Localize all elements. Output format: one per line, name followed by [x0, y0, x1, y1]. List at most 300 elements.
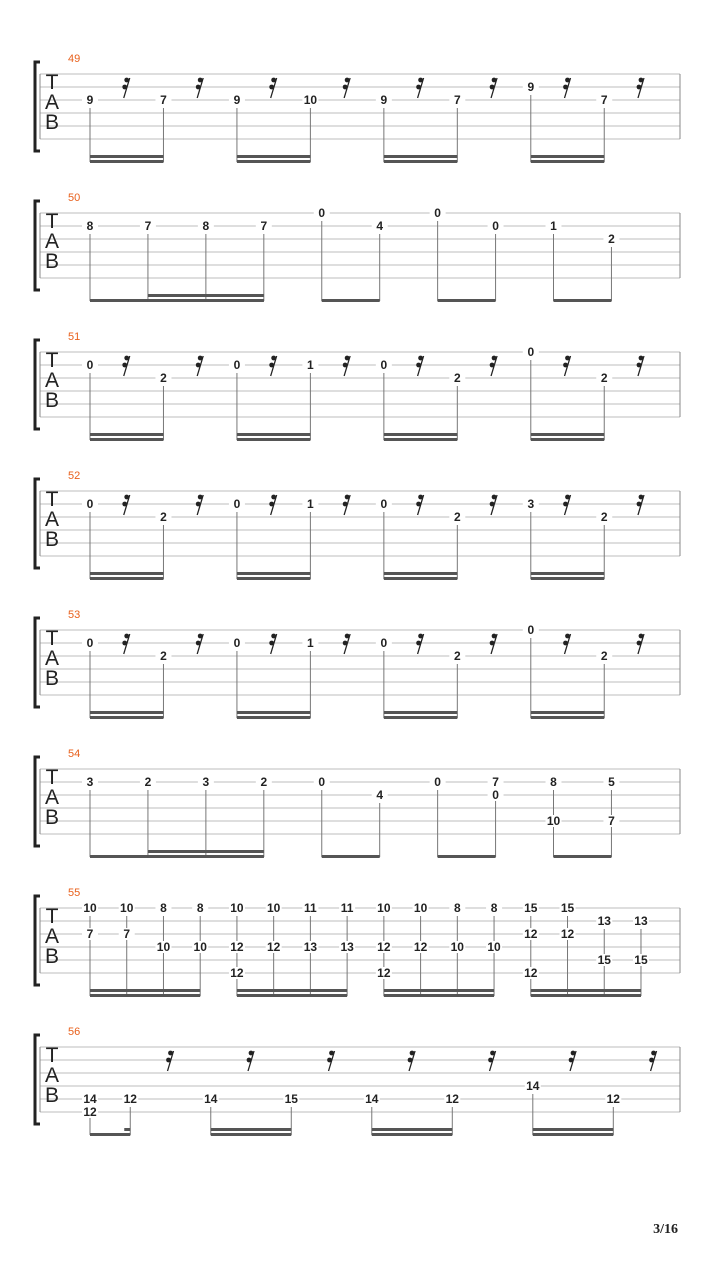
beam	[531, 994, 641, 997]
fret-number: 0	[233, 358, 241, 372]
tab-system	[35, 887, 680, 997]
beam-secondary	[384, 433, 457, 436]
fret-number: 2	[260, 775, 268, 789]
fret-number: 2	[453, 371, 461, 385]
fret-number: 7	[86, 927, 94, 941]
sixteenth-rest	[166, 1051, 173, 1071]
measure-number: 55	[68, 887, 81, 899]
fret-number: 11	[304, 901, 317, 915]
beam-secondary	[531, 711, 604, 714]
rest-dot	[490, 1051, 495, 1056]
beam-secondary	[384, 711, 457, 714]
beam-secondary	[211, 1128, 292, 1131]
fret-number: 0	[380, 358, 388, 372]
fret-number: 10	[377, 901, 391, 915]
rest-dot	[269, 641, 274, 646]
fret-number: 7	[260, 219, 268, 233]
fret-number: 0	[527, 623, 535, 637]
rest-dot	[198, 495, 203, 500]
rest-dot	[492, 356, 497, 361]
fret-number: 15	[560, 901, 575, 915]
fret-number: 4	[376, 788, 384, 802]
fret-number: 10	[83, 901, 97, 915]
fret-number: 2	[600, 510, 608, 524]
tab-clef-letter: B	[44, 528, 60, 551]
fret-number: 12	[524, 966, 538, 980]
rest-dot	[490, 641, 495, 646]
fret-number: 0	[380, 636, 388, 650]
fret-number: 7	[600, 93, 608, 107]
rest-dot	[271, 634, 276, 639]
rest-dot	[345, 495, 350, 500]
sixteenth-rest	[122, 356, 129, 376]
sixteenth-rest	[637, 78, 644, 98]
beam	[90, 1133, 130, 1136]
tab-clef-letter: A	[44, 1064, 60, 1087]
rest-dot	[651, 1051, 656, 1056]
rest-dot	[196, 85, 201, 90]
fret-number: 4	[376, 219, 384, 233]
fret-number: 3	[527, 497, 535, 511]
rest-dot	[269, 363, 274, 368]
fret-number: 15	[634, 953, 648, 967]
rest-dot	[565, 634, 570, 639]
rest-dot	[639, 356, 644, 361]
beam-stub	[124, 1128, 130, 1131]
fret-number: 0	[86, 497, 94, 511]
fret-number: 10	[120, 901, 134, 915]
beam	[554, 299, 612, 302]
fret-number: 2	[160, 371, 167, 385]
sixteenth-rest	[490, 634, 497, 654]
fret-number: 0	[318, 206, 326, 220]
beam	[237, 716, 310, 719]
fret-number: 8	[550, 775, 557, 789]
beam-secondary	[531, 155, 604, 158]
tab-clef-letter: T	[45, 766, 59, 789]
fret-number: 2	[453, 649, 461, 663]
beam-secondary	[237, 155, 310, 158]
sixteenth-rest	[637, 634, 644, 654]
rest-dot	[196, 641, 201, 646]
rest-dot	[329, 1051, 334, 1056]
fret-number: 2	[600, 649, 608, 663]
sixteenth-rest	[408, 1051, 415, 1071]
fret-number: 2	[144, 775, 152, 789]
rest-dot	[490, 363, 495, 368]
beam	[372, 1133, 453, 1136]
tab-clef-letter: T	[45, 71, 59, 94]
sixteenth-rest	[343, 356, 350, 376]
rest-dot	[122, 363, 127, 368]
beam-secondary	[90, 989, 200, 992]
beam	[90, 160, 163, 163]
rest-dot	[637, 363, 642, 368]
fret-number: 7	[492, 775, 499, 789]
tab-system	[35, 192, 680, 302]
beam-secondary	[237, 989, 347, 992]
tab-system	[35, 748, 680, 858]
fret-number: 13	[303, 940, 318, 954]
fret-number: 10	[303, 93, 318, 107]
tab-clef-letter: B	[44, 667, 60, 690]
rest-dot	[563, 363, 568, 368]
fret-number: 7	[608, 814, 615, 828]
measure-number: 54	[68, 748, 81, 760]
fret-number: 15	[524, 901, 538, 915]
sixteenth-rest	[122, 78, 129, 98]
sixteenth-rest	[327, 1051, 334, 1071]
tab-clef-letter: A	[44, 230, 60, 253]
fret-number: 0	[233, 636, 241, 650]
tab-system	[35, 53, 680, 163]
fret-number: 9	[233, 93, 241, 107]
beam-secondary	[384, 989, 494, 992]
rest-dot	[410, 1051, 415, 1056]
sixteenth-rest	[490, 78, 497, 98]
rest-dot	[637, 641, 642, 646]
fret-number: 10	[156, 940, 171, 954]
rest-dot	[563, 85, 568, 90]
rest-dot	[122, 85, 127, 90]
rest-dot	[418, 78, 423, 83]
beam-secondary	[148, 850, 264, 853]
tab-clef-letter: A	[44, 925, 60, 948]
rest-dot	[124, 78, 129, 83]
measure-number: 49	[68, 53, 81, 65]
rest-dot	[345, 78, 350, 83]
fret-number: 2	[160, 510, 167, 524]
rest-dot	[490, 85, 495, 90]
fret-number: 12	[606, 1092, 620, 1106]
beam-secondary	[533, 1128, 614, 1131]
fret-number: 10	[413, 901, 428, 915]
fret-number: 0	[434, 775, 441, 789]
fret-number: 7	[453, 93, 461, 107]
beam-secondary	[237, 433, 310, 436]
rest-dot	[271, 356, 276, 361]
fret-number: 8	[160, 901, 167, 915]
rest-dot	[122, 641, 127, 646]
fret-number: 14	[83, 1092, 97, 1106]
fret-number: 12	[560, 927, 575, 941]
rest-dot	[565, 495, 570, 500]
rest-dot	[247, 1058, 252, 1063]
fret-number: 7	[123, 927, 131, 941]
fret-number: 1	[550, 219, 557, 233]
fret-number: 14	[526, 1079, 540, 1093]
fret-number: 12	[413, 940, 428, 954]
sixteenth-rest	[269, 356, 276, 376]
sixteenth-rest	[563, 495, 570, 515]
tab-clef-letter: B	[44, 806, 60, 829]
rest-dot	[416, 641, 421, 646]
fret-number: 13	[634, 914, 648, 928]
fret-number: 11	[340, 901, 354, 915]
tab-clef-letter: A	[44, 508, 60, 531]
fret-number: 12	[83, 1105, 97, 1119]
sixteenth-rest	[196, 78, 203, 98]
fret-number: 2	[600, 371, 608, 385]
tab-clef-letter: A	[44, 369, 60, 392]
fret-number: 15	[597, 953, 611, 967]
tab-system	[35, 470, 680, 580]
fret-number: 0	[492, 788, 499, 802]
fret-number: 12	[230, 966, 244, 980]
beam	[322, 855, 380, 858]
tab-system	[35, 1026, 680, 1136]
beam-secondary	[90, 711, 163, 714]
rest-dot	[124, 356, 129, 361]
rest-dot	[343, 85, 348, 90]
measure-number: 51	[68, 331, 81, 343]
rest-dot	[271, 78, 276, 83]
rest-dot	[416, 85, 421, 90]
sixteenth-rest	[569, 1051, 576, 1071]
sixteenth-rest	[637, 495, 644, 515]
rest-dot	[327, 1058, 332, 1063]
rest-dot	[269, 502, 274, 507]
rest-dot	[492, 495, 497, 500]
tab-clef-letter: B	[44, 250, 60, 273]
rest-dot	[637, 502, 642, 507]
beam	[322, 299, 380, 302]
fret-number: 14	[365, 1092, 379, 1106]
sixteenth-rest	[343, 78, 350, 98]
rest-dot	[492, 78, 497, 83]
rest-dot	[565, 356, 570, 361]
tab-clef-letter: T	[45, 349, 59, 372]
fret-number: 3	[202, 775, 210, 789]
fret-number: 10	[266, 901, 281, 915]
system-bracket	[35, 618, 40, 707]
system-bracket	[35, 757, 40, 846]
rest-dot	[198, 634, 203, 639]
measure-number: 50	[68, 192, 81, 204]
sixteenth-rest	[416, 356, 423, 376]
sixteenth-rest	[637, 356, 644, 376]
fret-number: 13	[597, 914, 611, 928]
tab-clef-letter: T	[45, 210, 59, 233]
rest-dot	[122, 502, 127, 507]
beam-secondary	[384, 155, 457, 158]
system-bracket	[35, 479, 40, 568]
fret-number: 2	[160, 649, 167, 663]
fret-number: 12	[266, 940, 281, 954]
measure-number: 52	[68, 470, 81, 482]
sixteenth-rest	[563, 634, 570, 654]
fret-number: 12	[445, 1092, 459, 1106]
system-bracket	[35, 201, 40, 290]
rest-dot	[168, 1051, 173, 1056]
fret-number: 9	[380, 93, 388, 107]
fret-number: 12	[524, 927, 538, 941]
fret-number: 7	[160, 93, 167, 107]
rest-dot	[196, 502, 201, 507]
rest-dot	[408, 1058, 413, 1063]
sixteenth-rest	[196, 356, 203, 376]
tab-clef-letter: A	[44, 91, 60, 114]
fret-number: 0	[86, 358, 94, 372]
tab-clef-letter: A	[44, 647, 60, 670]
rest-dot	[418, 495, 423, 500]
beam	[237, 160, 310, 163]
fret-number: 0	[434, 206, 441, 220]
rest-dot	[490, 502, 495, 507]
rest-dot	[488, 1058, 493, 1063]
tab-clef-letter: B	[44, 111, 60, 134]
beam	[211, 1133, 292, 1136]
beam-secondary	[384, 572, 457, 575]
fret-number: 12	[230, 940, 244, 954]
rest-dot	[198, 78, 203, 83]
beam	[237, 577, 310, 580]
fret-number: 8	[86, 219, 94, 233]
fret-number: 9	[527, 80, 535, 94]
rest-dot	[492, 634, 497, 639]
measure-number: 56	[68, 1026, 81, 1038]
rest-dot	[639, 78, 644, 83]
fret-number: 13	[340, 940, 354, 954]
sixteenth-rest	[416, 78, 423, 98]
page-number: 3/16	[653, 1222, 678, 1237]
fret-number: 7	[144, 219, 152, 233]
sixteenth-rest	[269, 634, 276, 654]
tab-clef-letter: T	[45, 1044, 59, 1067]
beam	[384, 160, 457, 163]
beam	[531, 716, 604, 719]
fret-number: 5	[608, 775, 615, 789]
beam	[531, 438, 604, 441]
beam	[237, 438, 310, 441]
sixteenth-rest	[196, 634, 203, 654]
fret-number: 0	[492, 219, 499, 233]
rest-dot	[649, 1058, 654, 1063]
fret-number: 0	[233, 497, 241, 511]
fret-number: 12	[377, 940, 391, 954]
sixteenth-rest	[416, 634, 423, 654]
rest-dot	[418, 356, 423, 361]
rest-dot	[198, 356, 203, 361]
sixteenth-rest	[416, 495, 423, 515]
sixteenth-rest	[269, 495, 276, 515]
beam	[384, 577, 457, 580]
beam	[384, 438, 457, 441]
tab-clef-letter: T	[45, 627, 59, 650]
rest-dot	[563, 502, 568, 507]
beam	[148, 855, 264, 858]
sixteenth-rest	[490, 495, 497, 515]
sixteenth-rest	[488, 1051, 495, 1071]
beam-secondary	[237, 711, 310, 714]
fret-number: 3	[86, 775, 94, 789]
beam-secondary	[372, 1128, 453, 1131]
fret-number: 10	[487, 940, 501, 954]
rest-dot	[343, 641, 348, 646]
rest-dot	[416, 502, 421, 507]
system-bracket	[35, 340, 40, 429]
beam-secondary	[90, 572, 163, 575]
rest-dot	[124, 495, 129, 500]
rest-dot	[416, 363, 421, 368]
fret-number: 8	[196, 901, 204, 915]
beam	[90, 438, 163, 441]
beam-secondary	[531, 572, 604, 575]
sixteenth-rest	[122, 634, 129, 654]
sixteenth-rest	[269, 78, 276, 98]
rest-dot	[639, 495, 644, 500]
fret-number: 0	[527, 345, 535, 359]
rest-dot	[124, 634, 129, 639]
fret-number: 9	[86, 93, 94, 107]
tab-clef-letter: B	[44, 389, 60, 412]
rest-dot	[345, 634, 350, 639]
tab-clef-letter: B	[44, 1084, 60, 1107]
fret-number: 8	[453, 901, 461, 915]
tab-system	[35, 331, 680, 441]
rest-dot	[166, 1058, 171, 1063]
beam	[531, 160, 604, 163]
tab-clef-letter: B	[44, 945, 60, 968]
tab-system	[35, 609, 680, 719]
rest-dot	[343, 502, 348, 507]
rest-dot	[563, 641, 568, 646]
tab-clef-letter: T	[45, 488, 59, 511]
tab-clef-letter: T	[45, 905, 59, 928]
system-bracket	[35, 62, 40, 151]
fret-number: 8	[202, 219, 210, 233]
beam	[90, 994, 200, 997]
rest-dot	[571, 1051, 576, 1056]
beam	[90, 577, 163, 580]
fret-number: 15	[284, 1092, 298, 1106]
rest-dot	[271, 495, 276, 500]
beam	[438, 299, 496, 302]
sixteenth-rest	[343, 495, 350, 515]
fret-number: 1	[307, 636, 314, 650]
rest-dot	[637, 85, 642, 90]
beam	[90, 716, 163, 719]
fret-number: 8	[490, 901, 498, 915]
tab-clef-letter: A	[44, 786, 60, 809]
measure-number: 53	[68, 609, 81, 621]
sixteenth-rest	[649, 1051, 656, 1071]
fret-number: 1	[307, 497, 314, 511]
system-bracket	[35, 1035, 40, 1124]
fret-number: 0	[318, 775, 326, 789]
fret-number: 12	[123, 1092, 137, 1106]
beam	[237, 994, 347, 997]
fret-number: 10	[450, 940, 464, 954]
rest-dot	[569, 1058, 574, 1063]
fret-number: 0	[86, 636, 94, 650]
beam	[384, 994, 494, 997]
rest-dot	[418, 634, 423, 639]
system-bracket	[35, 896, 40, 985]
rest-dot	[249, 1051, 254, 1056]
beam	[384, 716, 457, 719]
beam-secondary	[531, 433, 604, 436]
rest-dot	[565, 78, 570, 83]
sixteenth-rest	[196, 495, 203, 515]
rest-dot	[639, 634, 644, 639]
fret-number: 12	[377, 966, 391, 980]
beam	[438, 855, 496, 858]
fret-number: 0	[380, 497, 388, 511]
sixteenth-rest	[563, 356, 570, 376]
beam-secondary	[148, 294, 264, 297]
rest-dot	[196, 363, 201, 368]
